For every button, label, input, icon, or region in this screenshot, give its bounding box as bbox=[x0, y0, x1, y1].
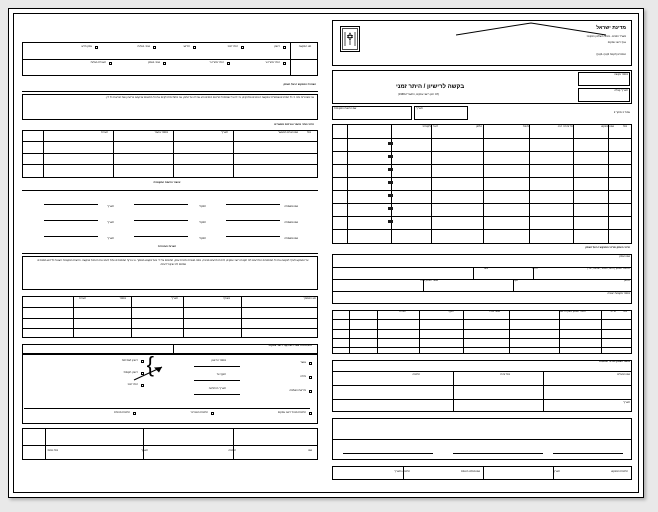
checkbox-fast-a[interactable] bbox=[283, 62, 286, 65]
notes-text: על המבקש לצרף לבקשה את כל המסמכים הנדרשים לפי תקנות רישוי עסקים, לרבות תרשים סביבה, מפה מצבית ותכנית עסק, חתומים על ידי בעל מקצוע מוסמך. אי צירוף המסמכים עלול לעכב את הטיפול בבקשה. הרשות המקומית רשאית לדרוש מסמכים נוספים לפי שיקול דעתה. bbox=[37, 259, 309, 266]
left-footer-1: חתימה bbox=[228, 449, 236, 452]
form-code: טופס 2 (תקנות 2(א) ו-4(א)) bbox=[596, 53, 626, 56]
checkbox-renew[interactable] bbox=[193, 46, 196, 49]
decision-field-1: תוקף עד bbox=[216, 373, 226, 376]
ministry-name: מדינת ישראל bbox=[596, 25, 626, 31]
checkbox-new-business[interactable] bbox=[95, 46, 98, 49]
decision-field-0: מספר הרישיון bbox=[211, 359, 226, 362]
declaration-text: אני מצהיר/ה בזה כי כל הפרטים שמסרתי בבקשה זו נכונים ומדויקים, וכי ידוע לי שמסירת פרטים כוזבים היא עבירה על החוק. אני מתחייב/ת לקיים את כל התנאים שייקבעו ברישיון ואת הוראות כל דין. bbox=[105, 96, 314, 99]
state-emblem-icon bbox=[340, 26, 360, 52]
request-number-label: מספר בקשה bbox=[614, 73, 628, 76]
purpose-header-2: תיאור העסק טעון הרישוי bbox=[559, 310, 586, 313]
label-owner-sign: חתימה bbox=[412, 373, 420, 376]
purpose-header-4: תוקף bbox=[448, 310, 454, 313]
checkbox-temp-permit[interactable] bbox=[241, 46, 244, 49]
decision-opt-1: נדחה bbox=[300, 375, 306, 378]
roof-graphic bbox=[456, 22, 606, 36]
filled-cell-2 bbox=[388, 155, 393, 158]
left-footer-0: שם bbox=[308, 449, 312, 452]
decision-right-0: רישיון לצמיתות bbox=[121, 359, 138, 362]
documents-table bbox=[22, 296, 318, 338]
sig-row2-role: תפקיד bbox=[198, 221, 206, 224]
option-8: העברת בעלות bbox=[90, 61, 106, 64]
page-label: עמוד 1 מתוך 2 bbox=[613, 111, 630, 114]
label-owner-date: תאריך bbox=[623, 401, 630, 404]
filled-cell-5 bbox=[388, 194, 393, 197]
label-phone: טלפון bbox=[624, 279, 630, 282]
ownership-box bbox=[332, 360, 632, 412]
form-title: בקשה לרישיון / היתר זמני bbox=[396, 84, 465, 90]
declaration-title: הצהרת המבקש / בעל העסק bbox=[283, 83, 316, 86]
paper-sheet bbox=[8, 8, 644, 498]
filled-cell-6 bbox=[388, 207, 393, 210]
footer-row-box bbox=[332, 466, 632, 480]
label-seats: מספר מקומות ישיבה bbox=[607, 292, 630, 295]
label-owner: שם הבעלים bbox=[617, 373, 630, 376]
purpose-table bbox=[332, 310, 632, 354]
checkbox-fast-b[interactable] bbox=[227, 62, 230, 65]
sig-row1-date: תאריך bbox=[107, 205, 114, 208]
form-page-left bbox=[14, 14, 326, 492]
checkbox-sig-vet[interactable] bbox=[211, 412, 214, 415]
approval-table-title: פרטי נותני אישור וגורמים מאשרים bbox=[274, 123, 314, 126]
footer-col-3: שם ממלא הטופס bbox=[461, 470, 480, 473]
footer-col-1: חתימת המבקש bbox=[611, 470, 628, 473]
brace-glyph: { bbox=[146, 352, 154, 377]
label-block: גוש bbox=[484, 267, 488, 270]
option-1: היתר זמני bbox=[227, 45, 238, 48]
date-field-label: תאריך bbox=[416, 107, 423, 110]
left-footer-box bbox=[22, 428, 318, 460]
decision-opt-2: נדרשת השלמה bbox=[289, 389, 306, 392]
doc-header-2: תאריך bbox=[171, 297, 178, 300]
request-type-label: סוג הבקשה bbox=[298, 45, 312, 48]
decision-box bbox=[22, 354, 318, 424]
approval-header-1: שם הגורם המאשר bbox=[278, 131, 298, 134]
label-fax: פקס bbox=[513, 279, 518, 282]
applicant-header-5: דואר אלקטרוני bbox=[422, 125, 438, 128]
approval-header-0: מס' bbox=[307, 131, 311, 134]
purpose-header-1: פריט bbox=[610, 310, 616, 313]
applicant-table bbox=[332, 124, 632, 244]
checkbox-periodic-license[interactable] bbox=[141, 372, 144, 375]
decision-title: החלטת הרשות / מחלקת רישוי עסקים bbox=[268, 344, 312, 347]
ministry-sub-2: אגף רישוי עסקים bbox=[607, 41, 626, 44]
signature-lines-box bbox=[332, 418, 632, 460]
checkbox-business-change[interactable] bbox=[163, 62, 166, 65]
decision-right-1: רישיון תקופתי bbox=[123, 371, 138, 374]
sig-row2-name: שם ומשפחה bbox=[284, 221, 298, 224]
left-footer-2: תאריך bbox=[141, 449, 148, 452]
option-2: חידוש bbox=[183, 45, 190, 48]
approval-header-4: הערות bbox=[100, 131, 108, 134]
checkbox-rejected[interactable] bbox=[309, 376, 312, 379]
sig-row1-name: שם ומשפחה bbox=[284, 205, 298, 208]
sig-row1-role: תפקיד bbox=[198, 205, 206, 208]
doc-header-3: מספר bbox=[119, 297, 126, 300]
purpose-header-3: שטח במ"ר bbox=[488, 310, 500, 313]
checkbox-sig-manager[interactable] bbox=[309, 412, 312, 415]
ownership-title: מהות העסק ופרטי הבעלות bbox=[599, 360, 630, 363]
option-3: שינוי בעלות bbox=[137, 45, 150, 48]
purpose-header-0: מס' bbox=[623, 310, 627, 313]
checkbox-completion-needed[interactable] bbox=[309, 390, 312, 393]
label-address: כתובת העסק (רחוב, מספר, שכונה, עיר) bbox=[587, 267, 630, 270]
applicant-header-3: כתובת bbox=[522, 125, 530, 128]
filled-cell-1 bbox=[388, 142, 393, 145]
form-page-right bbox=[326, 14, 638, 492]
label-owner-id: מס' זהות bbox=[500, 373, 510, 376]
checkbox-permanent-license[interactable] bbox=[141, 360, 144, 363]
label-business-name: שם העסק bbox=[619, 255, 630, 258]
approval-header-3: מספר אישור bbox=[154, 131, 168, 134]
filled-cell-3 bbox=[388, 168, 393, 171]
label-parcel: חלקה bbox=[531, 267, 538, 270]
checkbox-license[interactable] bbox=[283, 46, 286, 49]
receipt-date-label: תאריך קבלה bbox=[614, 89, 628, 92]
city-field-label: שם הרשות המקומית bbox=[334, 107, 357, 110]
checkbox-owner-change[interactable] bbox=[153, 46, 156, 49]
sig-row3-date: תאריך bbox=[107, 237, 114, 240]
purpose-header-5: הערות bbox=[398, 310, 406, 313]
business-details-box bbox=[332, 254, 632, 304]
doc-header-4: הערות bbox=[78, 297, 86, 300]
applicant-header-2: מס' זהות / ח.פ. bbox=[557, 125, 574, 128]
decision-sig-1: חתימת הווטרינר bbox=[190, 411, 208, 414]
business-section-title: פרטי העסק ופרטי המבקש / בעל העסק bbox=[585, 246, 630, 249]
checkbox-sig-engineer[interactable] bbox=[133, 412, 136, 415]
option-6: היתר מזורז ב' bbox=[209, 61, 224, 64]
option-4: עסק חדש bbox=[81, 45, 92, 48]
filled-cell-7 bbox=[388, 220, 393, 223]
signature-block-title: אישור הרשות המקומית bbox=[153, 181, 181, 184]
option-5: היתר מזורז א' bbox=[265, 61, 280, 64]
checkbox-approved[interactable] bbox=[309, 362, 312, 365]
footer-col-2: תאריך bbox=[553, 470, 560, 473]
applicant-header-4: טלפון bbox=[476, 125, 482, 128]
ministry-sub-1: משרד הפנים - מנהל השלטון המקומי bbox=[586, 35, 626, 38]
page-border bbox=[13, 13, 639, 493]
approval-table bbox=[22, 130, 318, 178]
option-7: שינוי בעסק bbox=[148, 61, 160, 64]
form-title-note: (לפי חוק רישוי עסקים, התשכ"ח-1968) bbox=[398, 93, 440, 96]
doc-header-0: סוג המסמך bbox=[303, 297, 316, 300]
decision-sig-2: חתימת מהנדס bbox=[114, 411, 130, 414]
option-0: רישיון bbox=[274, 45, 280, 48]
applicant-header-1: שם המבקש bbox=[601, 125, 614, 128]
footer-col-4: חתימה ותאריך bbox=[394, 470, 410, 473]
decision-right-2: היתר זמני bbox=[127, 383, 138, 386]
checkbox-ownership-transfer[interactable] bbox=[109, 62, 112, 65]
sig-row3-name: שם ומשפחה bbox=[284, 237, 298, 240]
label-area: שטח העסק במ"ר bbox=[419, 279, 438, 282]
sig-row2-date: תאריך bbox=[107, 221, 114, 224]
notes-title: הערות והבהרות bbox=[157, 245, 177, 248]
sig-row3-role: תפקיד bbox=[198, 237, 206, 240]
filled-cell-4 bbox=[388, 181, 393, 184]
decision-field-2: תאריך ההחלטה bbox=[208, 387, 226, 390]
applicant-header-0: מס' bbox=[623, 125, 627, 128]
doc-header-1: מצורף bbox=[223, 297, 230, 300]
decision-opt-0: אושר bbox=[300, 361, 306, 364]
decision-sig-0: חתימת מנהל רישוי עסקים bbox=[277, 411, 306, 414]
approval-header-2: תאריך bbox=[221, 131, 228, 134]
checkbox-temporary-permit-2[interactable] bbox=[141, 384, 144, 387]
left-footer-3: מס' טופס bbox=[47, 449, 58, 452]
